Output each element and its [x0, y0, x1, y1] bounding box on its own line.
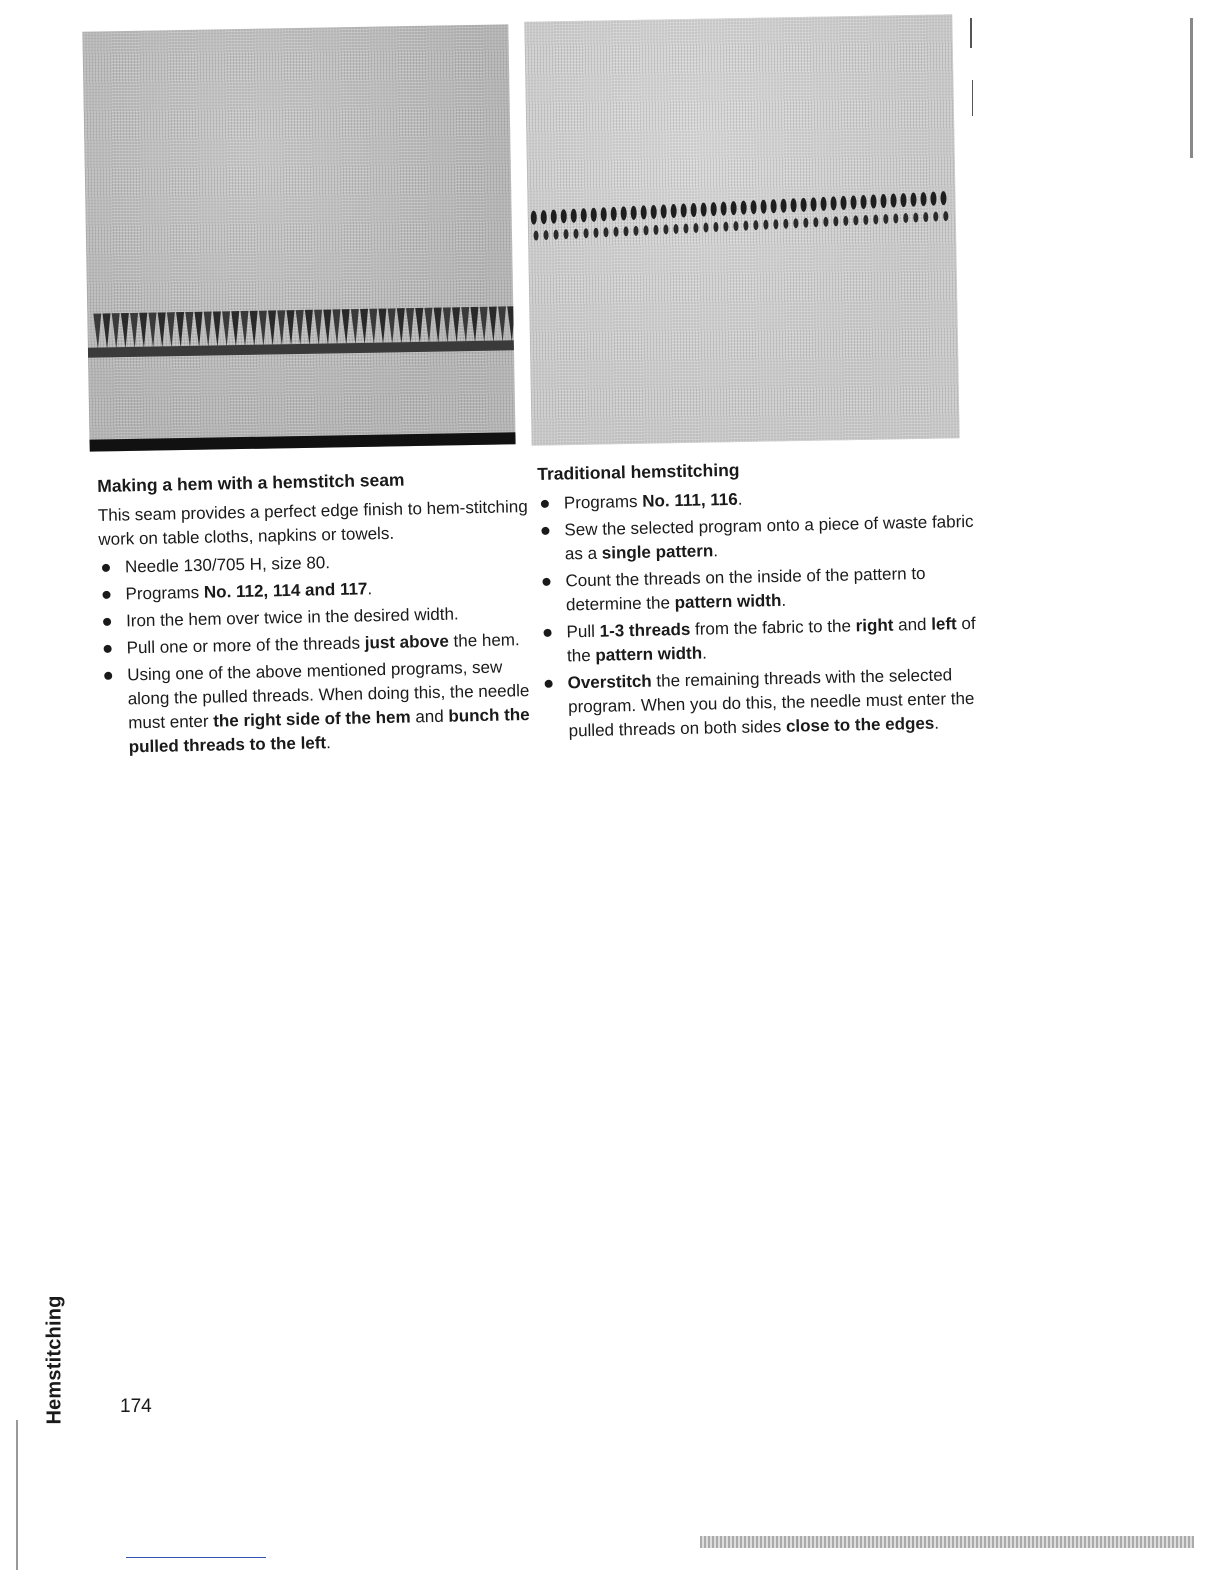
- hemstitch-knot: [621, 206, 627, 220]
- hemstitch-knot: [910, 193, 916, 207]
- hemstitch-tuft: [378, 308, 387, 344]
- hemstitch-knot: [823, 217, 828, 227]
- hemstitch-tuft: [286, 310, 295, 346]
- hemstitch-tuft: [102, 313, 111, 349]
- hemstitch-tuft: [185, 312, 194, 348]
- hemstitch-tuft: [452, 307, 461, 343]
- bullet-text: .: [934, 713, 940, 733]
- emphasis-text: pattern width: [674, 590, 782, 613]
- hemstitch-knot: [571, 209, 577, 223]
- hemstitch-tuft: [158, 312, 167, 348]
- side-tab-label: Hemstitching: [43, 1295, 66, 1425]
- hemstitch-tuft: [480, 307, 489, 343]
- hemstitch-tuft: [406, 308, 415, 344]
- hemstitch-tuft: [443, 307, 452, 343]
- hemstitch-tuft: [470, 307, 479, 343]
- hemstitch-knot: [893, 213, 898, 223]
- intro-paragraph: This seam provides a perfect edge finish to hem-stitching work on table cloths, napkins or towels.: [97, 496, 528, 549]
- emphasis-text: right: [855, 615, 894, 636]
- hemstitch-knot: [641, 205, 647, 219]
- hemstitch-tuft: [369, 309, 378, 345]
- bullet-text: Programs: [563, 491, 643, 513]
- hemstitch-knot: [850, 195, 856, 209]
- bullet-text: and: [893, 614, 932, 635]
- hemstitch-knot: [671, 204, 677, 218]
- hemstitch-knot: [551, 210, 557, 224]
- hem-stitch-row: [87, 306, 515, 357]
- scan-edge-mark: [1190, 18, 1193, 158]
- hemstitch-knot: [681, 203, 687, 217]
- traditional-hemstitch-photo: [524, 14, 959, 445]
- hemstitch-tuft: [93, 313, 102, 349]
- hemstitch-knot: [890, 194, 896, 208]
- hemstitch-knot: [633, 226, 638, 236]
- hemstitch-knot: [810, 197, 816, 211]
- hemstitch-knot: [713, 222, 718, 232]
- hemstitch-tuft: [240, 311, 249, 347]
- hemstitch-knot: [853, 215, 858, 225]
- hemstitch-knot: [930, 192, 936, 206]
- hemstitch-tuft: [397, 308, 406, 344]
- bullet-text: Count the threads on the inside of the pattern to determine the: [565, 563, 926, 615]
- bullet-text: Iron the hem over twice in the desired width.: [125, 604, 459, 631]
- scan-edge-mark: [126, 1557, 266, 1558]
- left-text-column: [97, 465, 533, 763]
- emphasis-text: 1-3 threads: [599, 619, 691, 641]
- scan-edge-mark: [970, 18, 972, 48]
- hemstitch-knot: [613, 227, 618, 237]
- hemstitch-knot: [691, 203, 697, 217]
- hemstitch-knot: [733, 221, 738, 231]
- hemstitch-knot: [830, 196, 836, 210]
- hemstitch-knot: [750, 200, 756, 214]
- hemstitch-knot: [593, 228, 598, 238]
- hemstitch-tuft: [489, 307, 498, 343]
- hemstitch-knot: [653, 225, 658, 235]
- hemstitch-knot: [913, 213, 918, 223]
- list-item: [541, 663, 982, 744]
- emphasis-text: left: [931, 614, 957, 634]
- hemstitch-knot: [730, 201, 736, 215]
- program-numbers: No. 112, 114 and 117: [203, 579, 368, 602]
- hemstitch-knot: [780, 199, 786, 213]
- hemstitch-knot: [800, 198, 806, 212]
- instruction-list-traditional: [538, 483, 983, 744]
- hemstitch-knot: [863, 215, 868, 225]
- hemstitch-knot: [561, 209, 567, 223]
- traditional-hemstitch-illustration: [524, 14, 959, 445]
- hemstitch-tuft: [148, 312, 157, 348]
- hemstitch-tuft: [424, 308, 433, 344]
- hemstitch-tuft: [121, 313, 130, 349]
- section-heading-traditional: Traditional hemstitching: [537, 459, 740, 484]
- emphasis-text: the right side of the hem: [213, 707, 411, 731]
- hemstitch-knot: [543, 230, 548, 240]
- bullet-text: the hem.: [448, 630, 520, 651]
- instruction-list-hem: [99, 547, 533, 760]
- scan-edge-mark: [972, 80, 973, 116]
- hemstitch-tuft: [332, 309, 341, 345]
- bullet-text: and: [410, 706, 449, 727]
- hemstitch-knot: [813, 217, 818, 227]
- hemstitch-tuft: [268, 310, 277, 346]
- hemstitch-tuft: [351, 309, 360, 345]
- hemstitch-knot: [693, 223, 698, 233]
- hemstitch-tuft: [204, 312, 213, 348]
- hemstitch-tuft: [314, 310, 323, 346]
- emphasis-text: close to the edges: [785, 713, 935, 736]
- hemstitch-knot: [940, 191, 946, 205]
- hemstitch-knot: [860, 195, 866, 209]
- hemstitch-knot: [643, 225, 648, 235]
- right-text-column: [537, 453, 983, 747]
- hemstitch-knot: [783, 219, 788, 229]
- hemstitch-tuft: [388, 308, 397, 344]
- hemstitch-knot: [870, 194, 876, 208]
- hemstitch-knot: [631, 206, 637, 220]
- hemstitch-tuft: [231, 311, 240, 347]
- list-item: [540, 612, 981, 669]
- hemstitch-knot: [591, 208, 597, 222]
- hemstitch-knot: [663, 224, 668, 234]
- hemstitch-tuft: [112, 313, 121, 349]
- hemstitch-knot: [743, 221, 748, 231]
- hemstitch-knot: [833, 216, 838, 226]
- hemstitch-knot: [701, 203, 707, 217]
- hemstitch-knot: [581, 208, 587, 222]
- hemstitch-tuft: [259, 311, 268, 347]
- page-number: 174: [120, 1396, 152, 1417]
- hemstitch-tuft: [139, 313, 148, 349]
- bullet-text: Needle 130/705 H, size 80.: [124, 553, 331, 577]
- hemstitch-knot: [843, 216, 848, 226]
- hemstitch-knot: [790, 198, 796, 212]
- hemstitch-knot: [873, 214, 878, 224]
- hemstitch-knot: [683, 223, 688, 233]
- hemstitch-tuft: [498, 306, 507, 342]
- hemstitch-knot: [623, 226, 628, 236]
- bullet-text: from the fabric to the: [690, 616, 856, 639]
- hemstitch-tuft: [507, 306, 515, 342]
- hemstitch-tuft: [461, 307, 470, 343]
- hemstitch-tuft: [194, 312, 203, 348]
- hemstitch-knot: [943, 211, 948, 221]
- bullet-text: Sew the selected program onto a piece of waste fabric as a: [564, 511, 974, 564]
- bullet-text: .: [325, 733, 332, 753]
- hemstitch-seam-illustration: [82, 24, 515, 451]
- hem-seam-band: [88, 340, 514, 357]
- hemstitch-knot: [661, 204, 667, 218]
- hemstitch-knot: [611, 207, 617, 221]
- bullet-text: .: [367, 579, 373, 599]
- hemstitch-knot: [601, 207, 607, 221]
- hemstitch-knot: [723, 222, 728, 232]
- hemstitch-tuft: [323, 309, 332, 345]
- hemstitch-knot: [583, 228, 588, 238]
- hemstitch-knot: [820, 197, 826, 211]
- bullet-text: .: [781, 590, 787, 610]
- bullet-text: Pull one or more of the threads: [126, 633, 365, 658]
- hemstitch-tuft: [434, 308, 443, 344]
- program-numbers: No. 111, 116: [642, 489, 738, 511]
- hemstitch-knot: [920, 192, 926, 206]
- hemstitch-knot: [703, 222, 708, 232]
- hemstitch-knot: [760, 200, 766, 214]
- emphasis-text: Overstitch: [567, 671, 652, 693]
- traditional-stitch-row: [530, 191, 948, 241]
- bullet-text: the remaining threads with the selected program. When you do this, the needle must enter the pulled threads on both sides: [567, 665, 975, 741]
- hemstitch-knot: [740, 201, 746, 215]
- hemstitch-knot: [563, 229, 568, 239]
- hemstitch-knot: [673, 224, 678, 234]
- list-item: [101, 655, 533, 760]
- hemstitch-tuft: [213, 311, 222, 347]
- hemstitch-tuft: [176, 312, 185, 348]
- hemstitch-tuft: [296, 310, 305, 346]
- hemstitch-knot: [651, 205, 657, 219]
- hemstitch-seam-photo: [82, 24, 515, 451]
- hemstitch-knot: [803, 218, 808, 228]
- hemstitch-knot: [711, 202, 717, 216]
- hemstitch-tuft: [342, 309, 351, 345]
- bullet-text: of the: [566, 613, 976, 666]
- hemstitch-tuft: [167, 312, 176, 348]
- hemstitch-tuft: [277, 310, 286, 346]
- hemstitch-knot: [880, 194, 886, 208]
- hemstitch-knot: [721, 202, 727, 216]
- hemstitch-knot: [753, 220, 758, 230]
- hemstitch-tuft: [305, 310, 314, 346]
- hemstitch-knot: [770, 199, 776, 213]
- emphasis-text: just above: [364, 631, 450, 653]
- section-side-tab: [40, 1290, 70, 1430]
- hemstitch-tuft: [130, 313, 139, 349]
- hemstitch-knot: [923, 212, 928, 222]
- hemstitch-tuft: [415, 308, 424, 344]
- hemstitch-knot: [553, 230, 558, 240]
- hemstitch-knot: [773, 219, 778, 229]
- bullet-text: .: [737, 489, 743, 509]
- hemstitch-tuft: [250, 311, 259, 347]
- list-item: [539, 561, 980, 618]
- hemstitch-tuft: [222, 311, 231, 347]
- hemstitch-knot: [541, 210, 547, 224]
- hemstitch-knot: [533, 231, 538, 241]
- bullet-text: Programs: [125, 582, 205, 604]
- hemstitch-knot: [903, 213, 908, 223]
- bullet-text: .: [701, 643, 708, 663]
- hemstitch-knot: [933, 212, 938, 222]
- bullet-text: .: [713, 541, 719, 561]
- hemstitch-tuft: [360, 309, 369, 345]
- hemstitch-knot: [763, 220, 768, 230]
- scan-edge-mark: [700, 1536, 1194, 1548]
- emphasis-text: bunch the pulled threads to the left: [128, 704, 530, 757]
- bullet-text: Using one of the above mentioned programs, sew along the pulled threads. When doing this, the needle must enter: [127, 657, 530, 733]
- hemstitch-knot: [603, 227, 608, 237]
- section-heading-hem: Making a hem with a hemstitch seam: [97, 469, 405, 496]
- hemstitch-knot: [573, 229, 578, 239]
- emphasis-text: pattern width: [595, 643, 703, 665]
- hemstitch-knot: [793, 218, 798, 228]
- hemstitch-knot: [531, 211, 537, 225]
- bullet-text: Pull: [566, 621, 600, 642]
- emphasis-text: single pattern: [601, 541, 714, 563]
- list-item: [538, 510, 979, 567]
- hemstitch-knot: [840, 196, 846, 210]
- scan-edge-mark: [16, 1420, 18, 1570]
- hemstitch-knot: [900, 193, 906, 207]
- hemstitch-knot: [883, 214, 888, 224]
